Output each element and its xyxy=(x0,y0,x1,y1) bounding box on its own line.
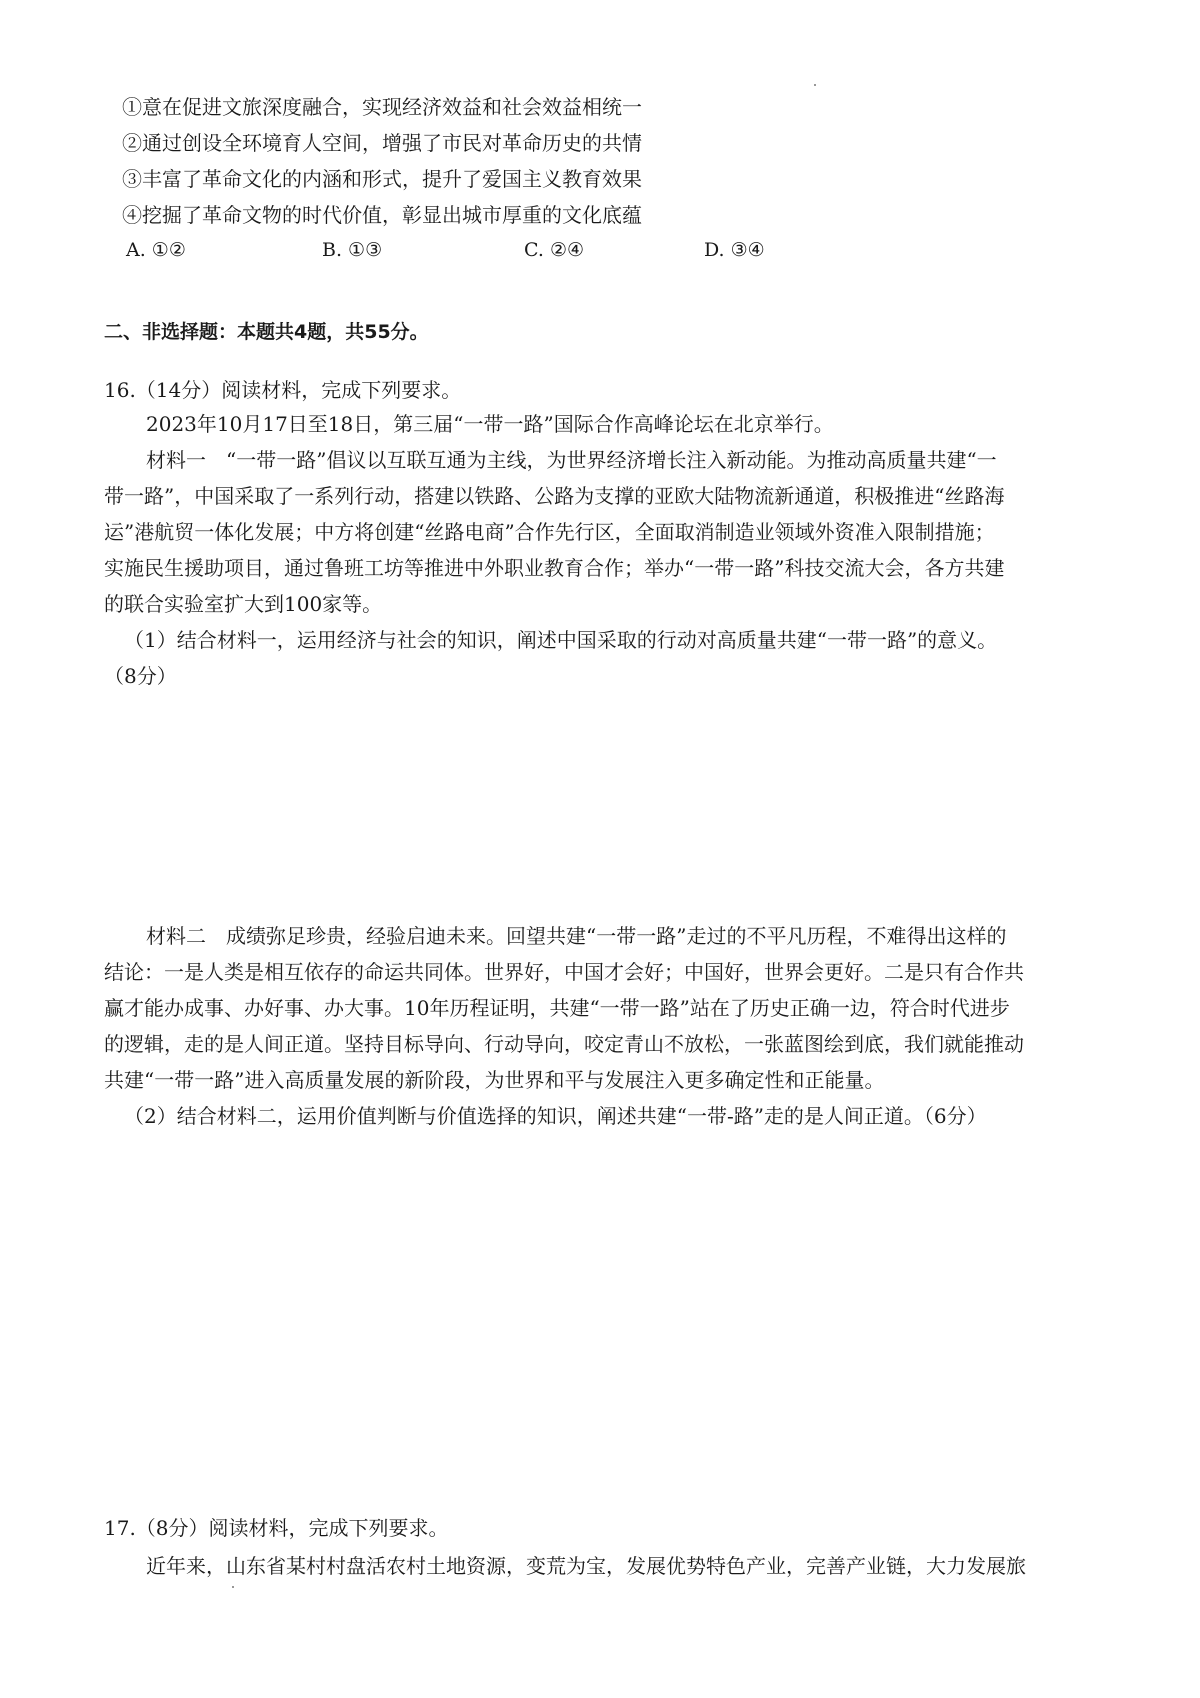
q17-text: 近年来，山东省某村村盘活农村土地资源，变荒为宝，发展优势特色产业，完善产业链，大力发展旅 xyxy=(146,1554,1026,1578)
q15-item-2: ②通过创设全环境育人空间，增强了市民对革命历史的共情 xyxy=(122,131,642,155)
material2-line: 材料二 成绩弥足珍贵，经验启迪未来。回望共建“一带一路”走过的不平凡历程，不难得出这样的 xyxy=(146,924,1007,948)
material2-line: 共建“一带一路”进入高质量发展的新阶段，为世界和平与发展注入更多确定性和正能量。 xyxy=(104,1068,885,1092)
material1-line: 实施民生援助项目，通过鲁班工坊等推进中外职业教育合作；举办“一带一路”科技交流大会，各方共建 xyxy=(104,556,1005,580)
material1-line: 带一路”，中国采取了一系列行动，搭建以铁路、公路为支撑的亚欧大陆物流新通道，积极推进“丝路海 xyxy=(104,484,1005,508)
question1-score: （8分） xyxy=(104,664,177,688)
q16-header: 16.（14分）阅读材料，完成下列要求。 xyxy=(104,378,462,402)
q16-question-2: （2）结合材料二，运用价值判断与价值选择的知识，阐述共建“一带-路”走的是人间正道。（6分） xyxy=(124,1104,987,1128)
scan-speck xyxy=(232,1586,234,1588)
material2-line: 赢才能办成事、办好事、办大事。10年历程证明，共建“一带一路”站在了历史正确一边，符合时代进步 xyxy=(104,996,1010,1020)
option-c: C. ②④ xyxy=(524,239,585,261)
option-d: D. ③④ xyxy=(704,239,765,261)
question1-line: （1）结合材料一，运用经济与社会的知识，阐述中国采取的行动对高质量共建“一带一路”的意义。 xyxy=(124,628,998,652)
q15-item-3: ③丰富了革命文化的内涵和形式，提升了爱国主义教育效果 xyxy=(122,167,642,191)
material1-line: 的联合实验室扩大到100家等。 xyxy=(104,592,383,616)
q15-item-4: ④挖掘了革命文物的时代价值，彰显出城市厚重的文化底蕴 xyxy=(122,203,642,227)
q17-header: 17.（8分）阅读材料，完成下列要求。 xyxy=(104,1516,449,1540)
material2-line: 的逻辑，走的是人间正道。坚持目标导向、行动导向，咬定青山不放松，一张蓝图绘到底，我们就能推动 xyxy=(104,1032,1024,1056)
q16-intro: 2023年10月17日至18日，第三届“一带一路”国际合作高峰论坛在北京举行。 xyxy=(146,412,834,436)
material1-line: 运”港航贸一体化发展；中方将创建“丝路电商”合作先行区，全面取消制造业领域外资准入限制措施； xyxy=(104,520,995,544)
material2-line: 结论：一是人类是相互依存的命运共同体。世界好，中国才会好；中国好，世界会更好。二是只有合作共 xyxy=(104,960,1024,984)
option-b: B. ①③ xyxy=(322,239,383,261)
material1-line: 材料一 “一带一路”倡议以互联互通为主线，为世界经济增长注入新动能。为推动高质量共建“一 xyxy=(146,448,997,472)
section-heading: 二、非选择题：本题共4题，共55分。 xyxy=(104,321,429,343)
q15-item-1: ①意在促进文旅深度融合，实现经济效益和社会效益相统一 xyxy=(122,95,642,119)
option-a: A. ①② xyxy=(126,239,186,261)
scan-speck xyxy=(814,84,816,86)
